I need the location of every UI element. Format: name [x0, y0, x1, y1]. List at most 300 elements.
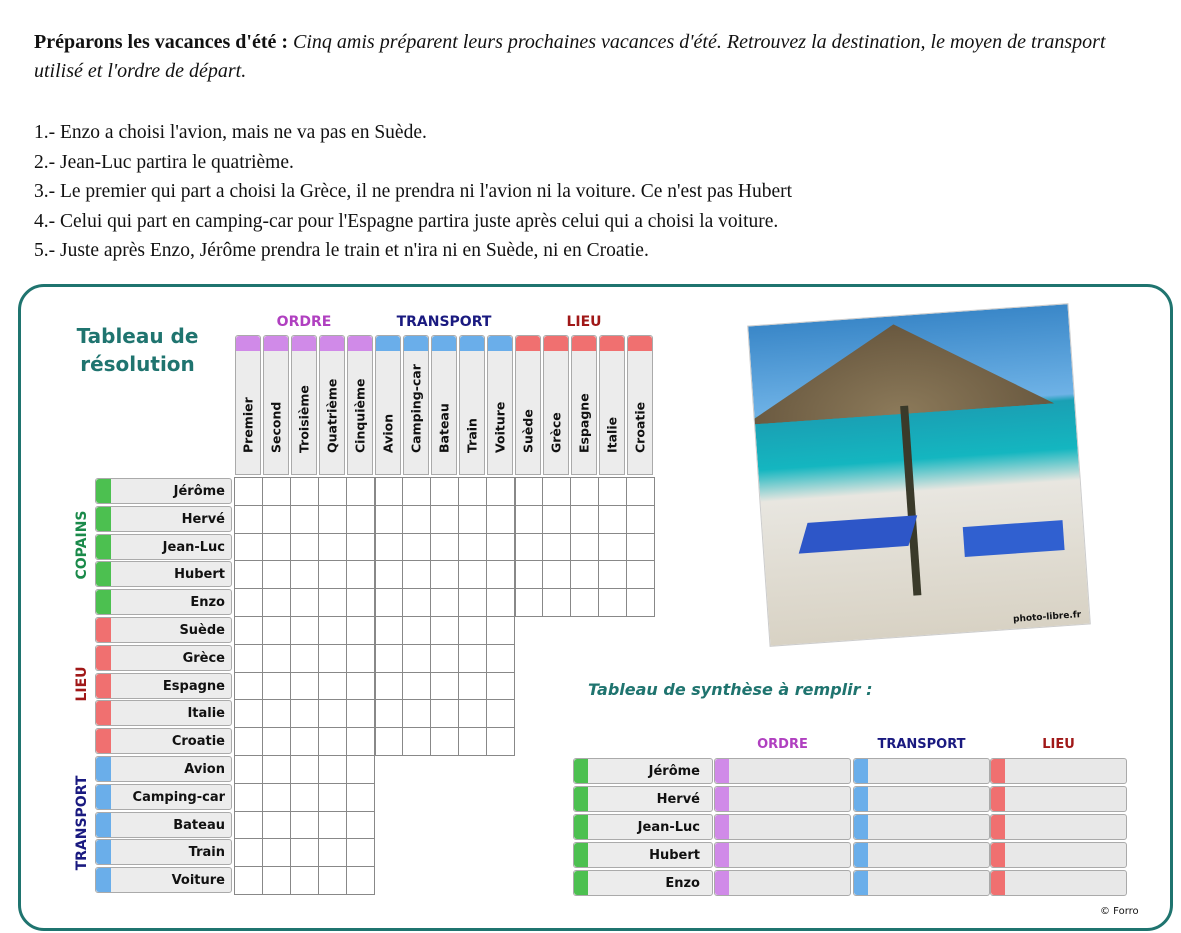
grid-cell[interactable] [262, 533, 291, 562]
color-tab [854, 843, 868, 867]
group-header-2: LIEU [566, 314, 602, 330]
grid-cell[interactable] [430, 588, 459, 617]
grid-cell[interactable] [262, 560, 291, 589]
grid-cell[interactable] [486, 672, 515, 701]
grid-cell[interactable] [262, 783, 291, 812]
row-label [95, 506, 232, 532]
synthese-answer-field[interactable] [853, 758, 990, 784]
row-label-text: Grèce [182, 650, 225, 666]
column-label: Quatrième [324, 378, 340, 453]
grid-cell[interactable] [458, 477, 487, 506]
row-label [95, 534, 232, 560]
column-header [235, 335, 261, 475]
grid-cell[interactable] [402, 699, 431, 728]
grid-cell[interactable] [290, 533, 319, 562]
grid-cell[interactable] [262, 588, 291, 617]
color-tab [96, 701, 111, 725]
color-tab [574, 843, 588, 867]
color-tab [376, 336, 400, 351]
grid-cell[interactable] [542, 533, 571, 562]
resolution-title-line: résolution [80, 352, 195, 376]
grid-cell[interactable] [318, 672, 347, 701]
grid-cell[interactable] [346, 811, 375, 840]
grid-cell[interactable] [318, 699, 347, 728]
color-tab [264, 336, 288, 351]
color-tab [991, 787, 1005, 811]
grid-cell[interactable] [262, 644, 291, 673]
row-label [95, 700, 232, 726]
parasol-pole [900, 406, 921, 596]
grid-cell[interactable] [318, 505, 347, 534]
grid-cell[interactable] [290, 699, 319, 728]
copyright: © Forro [1100, 906, 1139, 917]
grid-cell[interactable] [514, 477, 543, 506]
color-tab [715, 787, 729, 811]
grid-cell[interactable] [346, 505, 375, 534]
grid-cell[interactable] [430, 644, 459, 673]
grid-cell[interactable] [234, 699, 263, 728]
color-tab [574, 759, 588, 783]
grid-cell[interactable] [262, 699, 291, 728]
row-label [95, 756, 232, 782]
clues-list [34, 118, 792, 266]
color-tab [460, 336, 484, 351]
grid-cell[interactable] [346, 616, 375, 645]
grid-cell[interactable] [486, 727, 515, 756]
grid-cell[interactable] [542, 505, 571, 534]
grid-cell[interactable] [346, 644, 375, 673]
row-label [95, 784, 232, 810]
grid-cell[interactable] [346, 699, 375, 728]
grid-cell[interactable] [346, 838, 375, 867]
grid-cell[interactable] [318, 533, 347, 562]
color-tab [96, 785, 111, 809]
grid-cell[interactable] [290, 477, 319, 506]
grid-cell[interactable] [402, 533, 431, 562]
synthese-name [573, 814, 713, 840]
grid-cell[interactable] [486, 588, 515, 617]
row-label [95, 478, 232, 504]
synthese-answer-field[interactable] [714, 786, 851, 812]
grid-cell[interactable] [346, 755, 375, 784]
grid-cell[interactable] [234, 477, 263, 506]
synthese-answer-field[interactable] [990, 814, 1127, 840]
column-label: Camping-car [408, 364, 424, 453]
color-tab [404, 336, 428, 351]
grid-cell[interactable] [570, 560, 599, 589]
color-tab [516, 336, 540, 351]
grid-cell[interactable] [290, 616, 319, 645]
resolution-title [70, 322, 205, 378]
synthese-header: LIEU [1042, 737, 1075, 752]
color-tab [574, 815, 588, 839]
grid-cell[interactable] [290, 783, 319, 812]
grid-cell[interactable] [318, 783, 347, 812]
row-label [95, 589, 232, 615]
row-label-text: Hubert [174, 567, 225, 583]
grid-cell[interactable] [234, 588, 263, 617]
grid-cell[interactable] [290, 505, 319, 534]
column-label: Cinquième [352, 378, 368, 453]
grid-cell[interactable] [570, 533, 599, 562]
grid-cell[interactable] [234, 533, 263, 562]
color-tab [96, 757, 111, 781]
column-header [375, 335, 401, 475]
grid-cell[interactable] [234, 644, 263, 673]
grid-cell[interactable] [430, 477, 459, 506]
synthese-answer-field[interactable] [853, 842, 990, 868]
grid-cell[interactable] [402, 672, 431, 701]
column-header [487, 335, 513, 475]
color-tab [715, 843, 729, 867]
synthese-name [573, 786, 713, 812]
row-label [95, 867, 232, 893]
grid-cell[interactable] [234, 727, 263, 756]
grid-cell[interactable] [290, 811, 319, 840]
grid-cell[interactable] [346, 866, 375, 895]
grid-cell[interactable] [234, 616, 263, 645]
grid-cell[interactable] [318, 838, 347, 867]
grid-cell[interactable] [598, 477, 627, 506]
grid-cell[interactable] [318, 866, 347, 895]
grid-cell[interactable] [570, 588, 599, 617]
color-tab [574, 787, 588, 811]
grid-cell[interactable] [346, 533, 375, 562]
grid-cell[interactable] [486, 533, 515, 562]
grid-cell[interactable] [402, 616, 431, 645]
grid-cell[interactable] [318, 811, 347, 840]
deck-chair [963, 520, 1065, 557]
grid-cell[interactable] [262, 755, 291, 784]
grid-cell[interactable] [290, 755, 319, 784]
grid-cell[interactable] [514, 560, 543, 589]
color-tab [854, 871, 868, 895]
grid-cell[interactable] [598, 533, 627, 562]
row-label-text: Bateau [173, 817, 225, 833]
grid-cell[interactable] [234, 672, 263, 701]
grid-cell[interactable] [458, 699, 487, 728]
grid-cell[interactable] [234, 838, 263, 867]
grid-cell[interactable] [262, 866, 291, 895]
grid-cell[interactable] [430, 699, 459, 728]
synthese-answer-field[interactable] [990, 758, 1127, 784]
grid-cell[interactable] [430, 672, 459, 701]
color-tab [991, 759, 1005, 783]
grid-cell[interactable] [262, 616, 291, 645]
clue: 5.- Juste après Enzo, Jérôme prendra le train et n'ira ni en Suède, ni en Croatie. [34, 240, 649, 261]
grid-cell[interactable] [542, 560, 571, 589]
grid-cell[interactable] [346, 477, 375, 506]
grid-cell[interactable] [290, 588, 319, 617]
grid-cell[interactable] [290, 644, 319, 673]
grid-cell[interactable] [458, 588, 487, 617]
group-header-1: TRANSPORT [396, 314, 492, 330]
grid-cell[interactable] [374, 505, 403, 534]
color-tab [96, 535, 111, 559]
row-label-text: Croatie [171, 734, 225, 750]
column-header [627, 335, 653, 475]
row-label-text: Italie [187, 706, 225, 722]
grid-cell[interactable] [486, 699, 515, 728]
color-tab [96, 562, 111, 586]
color-tab [96, 646, 111, 670]
grid-cell[interactable] [262, 505, 291, 534]
color-tab [348, 336, 372, 351]
grid-cell[interactable] [318, 560, 347, 589]
grid-cell[interactable] [402, 505, 431, 534]
column-header [515, 335, 541, 475]
grid-cell[interactable] [290, 727, 319, 756]
grid-cell[interactable] [262, 811, 291, 840]
row-label-text: Jean-Luc [162, 539, 225, 555]
grid-cell[interactable] [486, 616, 515, 645]
grid-cell[interactable] [290, 838, 319, 867]
grid-cell[interactable] [486, 644, 515, 673]
grid-cell[interactable] [458, 672, 487, 701]
synthese-answer-field[interactable] [714, 814, 851, 840]
synthese-title: Tableau de synthèse à remplir : [588, 680, 873, 699]
column-label: Croatie [632, 401, 648, 453]
grid-cell[interactable] [318, 727, 347, 756]
grid-cell[interactable] [430, 533, 459, 562]
color-tab [96, 507, 111, 531]
grid-cell[interactable] [374, 533, 403, 562]
grid-cell[interactable] [542, 588, 571, 617]
grid-cell[interactable] [458, 644, 487, 673]
color-tab [96, 840, 111, 864]
column-header [403, 335, 429, 475]
grid-cell[interactable] [318, 477, 347, 506]
column-header [571, 335, 597, 475]
color-tab [854, 759, 868, 783]
grid-cell[interactable] [234, 560, 263, 589]
grid-cell[interactable] [346, 727, 375, 756]
clue: 3.- Le premier qui part a choisi la Grèce, il ne prendra ni l'avion ni la voiture. Ce n'est pas Hubert [34, 181, 793, 202]
row-label [95, 728, 232, 754]
grid-cell[interactable] [234, 866, 263, 895]
grid-cell[interactable] [402, 727, 431, 756]
color-tab [854, 787, 868, 811]
grid-cell[interactable] [570, 505, 599, 534]
row-group-label: COPAINS [74, 510, 90, 579]
column-label: Premier [240, 397, 256, 453]
grid-cell[interactable] [542, 477, 571, 506]
column-header [431, 335, 457, 475]
synthese-name-text: Hervé [656, 792, 700, 807]
column-label: Suède [520, 409, 536, 453]
color-tab [96, 729, 111, 753]
grid-cell[interactable] [430, 616, 459, 645]
grid-cell[interactable] [458, 533, 487, 562]
synthese-answer-field[interactable] [990, 786, 1127, 812]
grid-cell[interactable] [486, 477, 515, 506]
grid-cell[interactable] [374, 477, 403, 506]
synthese-answer-field[interactable] [990, 842, 1127, 868]
color-tab [991, 843, 1005, 867]
grid-cell[interactable] [598, 560, 627, 589]
color-tab [96, 479, 111, 503]
grid-cell[interactable] [430, 727, 459, 756]
grid-cell[interactable] [514, 533, 543, 562]
grid-cell[interactable] [262, 672, 291, 701]
color-tab [715, 815, 729, 839]
color-tab [715, 759, 729, 783]
row-label [95, 617, 232, 643]
grid-cell[interactable] [234, 811, 263, 840]
grid-cell[interactable] [514, 588, 543, 617]
row-label [95, 645, 232, 671]
column-header [599, 335, 625, 475]
row-label-text: Enzo [190, 595, 225, 611]
row-label-text: Suède [179, 623, 225, 638]
resolution-title-line: Tableau de [76, 324, 199, 348]
grid-cell[interactable] [262, 477, 291, 506]
grid-cell[interactable] [346, 560, 375, 589]
synthese-answer-field[interactable] [853, 786, 990, 812]
synthese-answer-field[interactable] [714, 758, 851, 784]
synthese-answer-field[interactable] [853, 814, 990, 840]
color-tab [96, 868, 111, 892]
grid-cell[interactable] [374, 727, 403, 756]
grid-cell[interactable] [290, 866, 319, 895]
synthese-name-text: Jean-Luc [637, 820, 700, 835]
grid-cell[interactable] [598, 505, 627, 534]
color-tab [96, 813, 111, 837]
synthese-name-text: Enzo [665, 876, 700, 891]
intro-title: Préparons les vacances d'été : [34, 31, 289, 53]
grid-cell[interactable] [486, 560, 515, 589]
column-label: Grèce [548, 412, 564, 453]
deck-chair [799, 515, 918, 553]
grid-cell[interactable] [514, 505, 543, 534]
color-tab [236, 336, 260, 351]
color-tab [600, 336, 624, 351]
grid-cell[interactable] [374, 588, 403, 617]
row-label [95, 673, 232, 699]
grid-cell[interactable] [262, 838, 291, 867]
column-label: Train [464, 418, 480, 453]
color-tab [292, 336, 316, 351]
color-tab [628, 336, 652, 351]
grid-cell[interactable] [486, 505, 515, 534]
row-label-text: Train [188, 845, 225, 861]
grid-cell[interactable] [290, 672, 319, 701]
color-tab [96, 590, 111, 614]
synthese-name-text: Jérôme [648, 764, 700, 779]
grid-cell[interactable] [318, 644, 347, 673]
grid-cell[interactable] [458, 616, 487, 645]
clue: 2.- Jean-Luc partira le quatrième. [34, 151, 294, 173]
photo-credit: photo-libre.fr [1012, 610, 1082, 625]
clue: 1.- Enzo a choisi l'avion, mais ne va pas en Suède. [34, 122, 427, 143]
synthese-answer-field[interactable] [853, 870, 990, 896]
grid-cell[interactable] [318, 755, 347, 784]
column-label: Espagne [576, 393, 592, 453]
grid-cell[interactable] [234, 755, 263, 784]
grid-cell[interactable] [318, 616, 347, 645]
grid-cell[interactable] [570, 477, 599, 506]
grid-cell[interactable] [458, 560, 487, 589]
grid-cell[interactable] [430, 505, 459, 534]
row-label-text: Jérôme [173, 484, 225, 499]
grid-cell[interactable] [262, 727, 291, 756]
color-tab [544, 336, 568, 351]
clue: 4.- Celui qui part en camping-car pour l'Espagne partira juste après celui qui a choisi la voiture. [34, 210, 779, 232]
column-header [263, 335, 289, 475]
grid-cell[interactable] [374, 699, 403, 728]
grid-cell[interactable] [374, 616, 403, 645]
color-tab [488, 336, 512, 351]
column-label: Troisième [296, 385, 312, 453]
grid-cell[interactable] [374, 560, 403, 589]
beach-photo [747, 303, 1091, 647]
synthese-name [573, 870, 713, 896]
color-tab [96, 674, 111, 698]
column-header [291, 335, 317, 475]
synthese-answer-field[interactable] [714, 842, 851, 868]
grid-cell[interactable] [346, 588, 375, 617]
synthese-header: TRANSPORT [877, 737, 966, 752]
row-label [95, 839, 232, 865]
grid-cell[interactable] [234, 783, 263, 812]
grid-cell[interactable] [626, 560, 655, 589]
grid-cell[interactable] [626, 477, 655, 506]
column-label: Second [268, 401, 284, 453]
grid-cell[interactable] [626, 588, 655, 617]
column-label: Italie [604, 416, 620, 453]
grid-cell[interactable] [234, 505, 263, 534]
grid-cell[interactable] [626, 533, 655, 562]
grid-cell[interactable] [402, 477, 431, 506]
row-group-label: LIEU [74, 665, 90, 702]
grid-cell[interactable] [402, 560, 431, 589]
synthese-answer-field[interactable] [990, 870, 1127, 896]
synthese-answer-field[interactable] [714, 870, 851, 896]
grid-cell[interactable] [598, 588, 627, 617]
intro-text: Cinq amis préparent leurs prochaines vacances d'été. Retrouvez la destination, le moyen de transport utilisé et l'ordre de départ. [34, 31, 1106, 82]
synthese-name-text: Hubert [649, 848, 700, 863]
grid-cell[interactable] [290, 560, 319, 589]
grid-cell[interactable] [458, 727, 487, 756]
color-tab [96, 618, 111, 642]
grid-cell[interactable] [374, 644, 403, 673]
grid-cell[interactable] [374, 672, 403, 701]
color-tab [572, 336, 596, 351]
grid-cell[interactable] [346, 672, 375, 701]
row-label-text: Avion [184, 762, 225, 777]
color-tab [991, 871, 1005, 895]
color-tab [432, 336, 456, 351]
grid-cell[interactable] [402, 644, 431, 673]
color-tab [715, 871, 729, 895]
color-tab [320, 336, 344, 351]
intro [34, 28, 1154, 86]
grid-cell[interactable] [458, 505, 487, 534]
grid-cell[interactable] [402, 588, 431, 617]
grid-cell[interactable] [626, 505, 655, 534]
row-label-text: Camping-car [132, 789, 225, 805]
synthese-header: ORDRE [757, 737, 808, 752]
color-tab [574, 871, 588, 895]
row-label-text: Hervé [181, 511, 225, 527]
grid-cell[interactable] [430, 560, 459, 589]
grid-cell[interactable] [318, 588, 347, 617]
column-label: Bateau [436, 403, 452, 453]
grid-cell[interactable] [346, 783, 375, 812]
column-header [347, 335, 373, 475]
column-header [319, 335, 345, 475]
synthese-name [573, 842, 713, 868]
